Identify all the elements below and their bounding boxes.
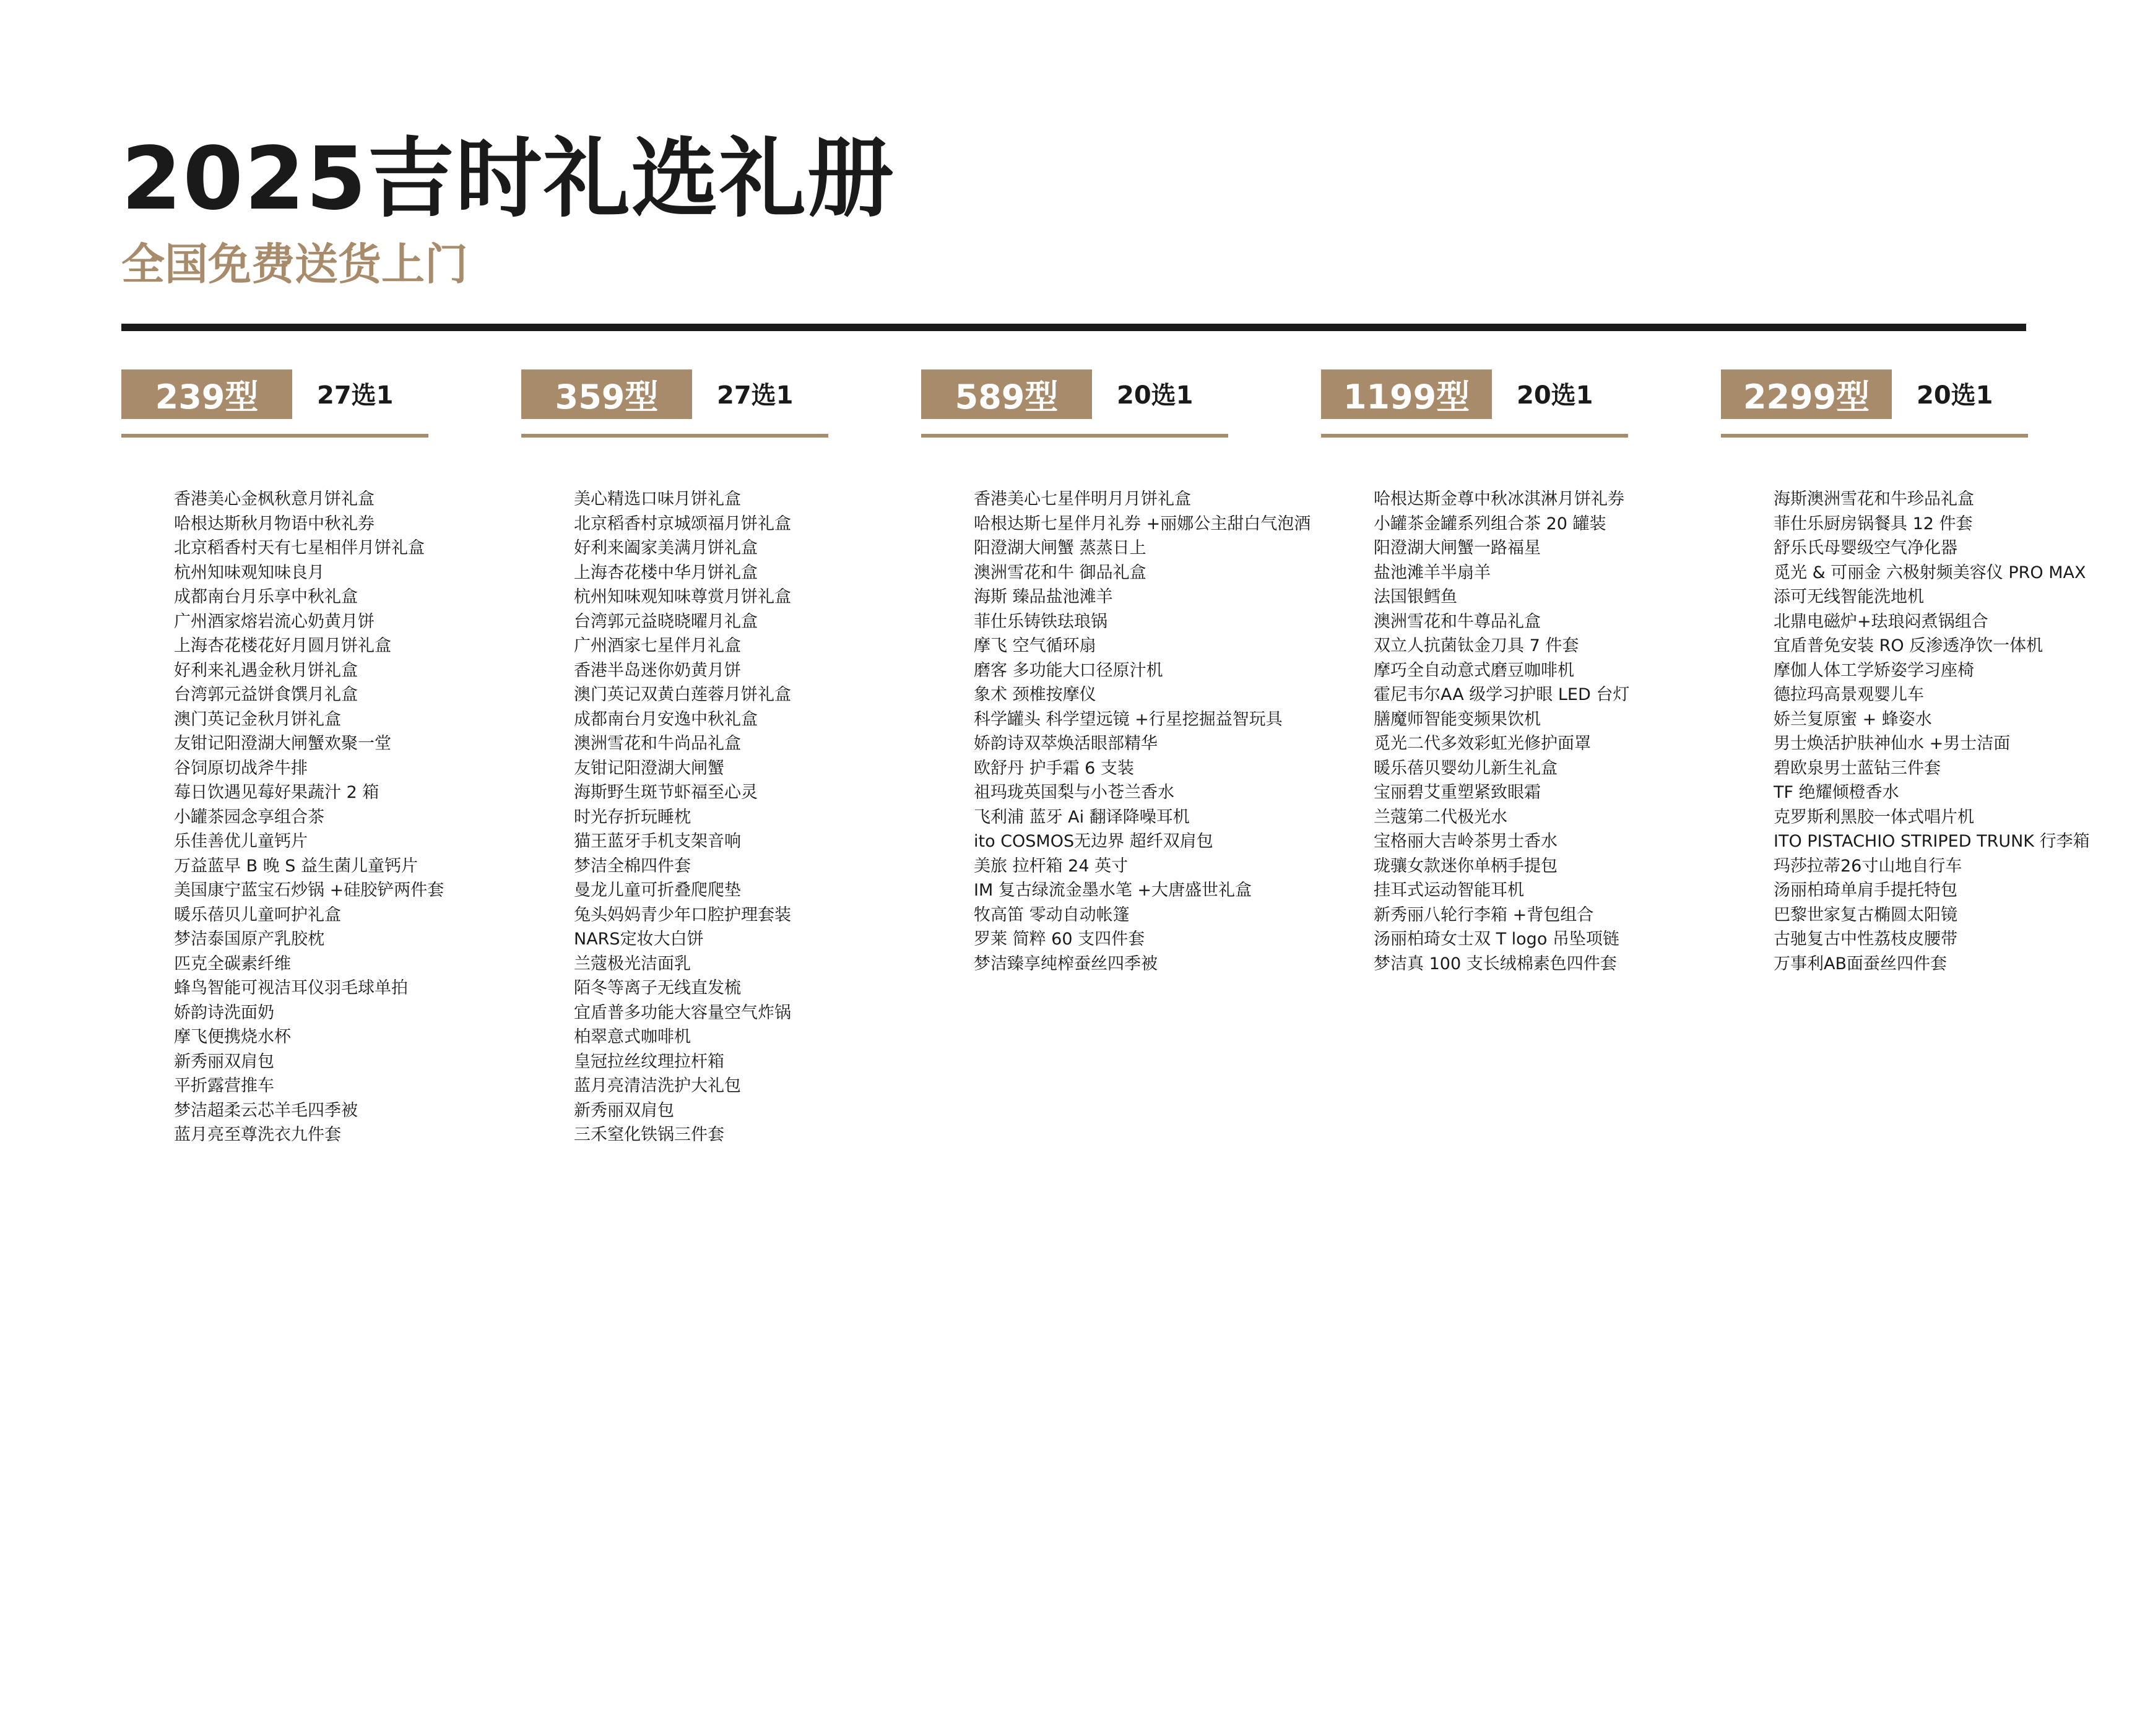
gift-item: 霍尼韦尔AA 级学习护眼 LED 台灯 (1374, 685, 1630, 704)
gift-item: 小罐茶金罐系列组合茶 20 罐装 (1374, 514, 1606, 533)
gift-item: 罗莱 简粹 60 支四件套 (974, 930, 1145, 949)
gift-item: 玛莎拉蒂26寸山地自行车 (1774, 856, 1962, 876)
gift-item: 梦洁真 100 支长绒棉素色四件套 (1374, 954, 1617, 974)
gift-item: 梦洁全棉四件套 (574, 856, 691, 876)
gift-item-list (174, 487, 444, 1147)
gift-item: 好利来阖家美满月饼礼盒 (574, 538, 758, 558)
gift-item: 兔头妈妈青少年口腔护理套装 (574, 905, 791, 925)
gift-item: 阳澄湖大闸蟹一路福星 (1374, 538, 1541, 558)
tier-underline (1321, 434, 1628, 438)
gift-item: 北京稻香村天有七星相伴月饼礼盒 (174, 538, 425, 558)
gift-item: 北京稻香村京城颂福月饼礼盒 (574, 514, 791, 533)
gift-item: 万事利AB面蚕丝四件套 (1774, 954, 1947, 974)
gift-item: 海斯澳洲雪花和牛珍品礼盒 (1774, 490, 1974, 509)
gift-item-list (574, 487, 791, 1147)
gift-item-list (1774, 487, 2090, 976)
gift-item: 觅光二代多效彩虹光修护面罩 (1374, 734, 1591, 753)
gift-item: NARS定妆大白饼 (574, 930, 704, 949)
gift-item: 娇韵诗洗面奶 (174, 1003, 274, 1022)
gift-item: 磨客 多功能大口径原汁机 (974, 660, 1163, 680)
gift-item: 觅光 & 可丽金 六极射频美容仪 PRO MAX (1774, 563, 2086, 582)
gift-item: 友钳记阳澄湖大闸蟹 (574, 758, 724, 778)
gift-item: 德拉玛高景观婴儿车 (1774, 685, 1924, 704)
gift-item: 曼龙儿童可折叠爬爬垫 (574, 881, 741, 900)
gift-item: 万益蓝早 B 晚 S 益生菌儿童钙片 (174, 856, 418, 876)
gift-item: 北鼎电磁炉+珐琅闷煮锅组合 (1774, 611, 1988, 631)
gift-item: 柏翠意式咖啡机 (574, 1027, 691, 1047)
gift-item: 香港半岛迷你奶黄月饼 (574, 660, 741, 680)
gift-item: 乐佳善优儿童钙片 (174, 832, 308, 851)
gift-item: 海斯野生斑节虾福至心灵 (574, 783, 758, 802)
gift-item: 汤丽柏琦女士双 T logo 吊坠项链 (1374, 930, 1619, 949)
gift-item: 舒乐氏母婴级空气净化器 (1774, 538, 1957, 558)
gift-item: TF 绝耀倾橙香水 (1774, 783, 1899, 802)
tier-underline (921, 434, 1228, 438)
gift-item-list (1374, 487, 1629, 976)
gift-item: 娇韵诗双萃焕活眼部精华 (974, 734, 1158, 753)
gift-item: 碧欧泉男士蓝钻三件套 (1774, 758, 1941, 778)
gift-item: 上海杏花楼花好月圆月饼礼盒 (174, 636, 391, 655)
gift-item: 盐池滩羊半扇羊 (1374, 563, 1491, 582)
gift-item: 新秀丽双肩包 (574, 1100, 674, 1120)
gift-item: 香港美心金枫秋意月饼礼盒 (174, 490, 375, 509)
gift-item: 猫王蓝牙手机支架音响 (574, 832, 741, 851)
gift-item: 宝格丽大吉岭茶男士香水 (1374, 832, 1558, 851)
gift-item: 古驰复古中性荔枝皮腰带 (1774, 930, 1957, 949)
tier-choice-count: 20选1 (1917, 381, 1993, 410)
tier-label-badge: 589型 (921, 369, 1092, 419)
gift-item: 摩巧全自动意式磨豆咖啡机 (1374, 660, 1574, 680)
page-title: 2025吉时礼选礼册 (121, 129, 895, 230)
header-divider (121, 324, 2026, 331)
tier-column (1721, 369, 2092, 974)
tier-choice-count: 20选1 (1117, 381, 1194, 410)
gift-item: 科学罐头 科学望远镜 +行星挖掘益智玩具 (974, 709, 1283, 729)
tier-underline (1721, 434, 2028, 438)
gift-item: 皇冠拉丝纹理拉杆箱 (574, 1052, 724, 1071)
gift-item: 蓝月亮至尊洗衣九件套 (174, 1125, 341, 1144)
gift-item: 挂耳式运动智能耳机 (1374, 881, 1524, 900)
gift-item: 广州酒家七星伴月礼盒 (574, 636, 741, 655)
tier-label-badge: 359型 (521, 369, 692, 419)
gift-item: 美国康宁蓝宝石炒锅 +硅胶铲两件套 (174, 881, 444, 900)
gift-item-list (974, 487, 1311, 976)
gift-item: ITO PISTACHIO STRIPED TRUNK 行李箱 (1774, 832, 2090, 851)
gift-item: 杭州知味观知味良月 (174, 563, 324, 582)
tier-header (521, 369, 893, 419)
tier-choice-count: 20选1 (1517, 381, 1593, 410)
tier-header (1721, 369, 2092, 419)
tier-header (121, 369, 493, 419)
gift-item: 上海杏花楼中华月饼礼盒 (574, 563, 758, 582)
gift-item: 香港美心七星伴明月月饼礼盒 (974, 490, 1191, 509)
gift-item: 摩伽人体工学矫姿学习座椅 (1774, 660, 1974, 680)
gift-item: 谷饲原切战斧牛排 (174, 758, 308, 778)
gift-item: 台湾郭元益饼食馔月礼盒 (174, 685, 358, 704)
gift-item: ito COSMOS无边界 超纤双肩包 (974, 832, 1213, 851)
gift-item: 哈根达斯秋月物语中秋礼券 (174, 514, 375, 533)
tier-column (1321, 369, 1692, 974)
gift-item: 克罗斯利黑胶一体式唱片机 (1774, 807, 1974, 827)
gift-item: 陌冬等离子无线直发梳 (574, 978, 741, 998)
gift-item: 阳澄湖大闸蟹 蒸蒸日上 (974, 538, 1146, 558)
gift-item: 美心精选口味月饼礼盒 (574, 490, 741, 509)
gift-item: 宜盾普免安装 RO 反渗透净饮一体机 (1774, 636, 2043, 655)
tier-column (521, 369, 893, 1144)
gift-item: 男士焕活护肤神仙水 +男士洁面 (1774, 734, 2011, 753)
gift-item: 祖玛珑英国梨与小苍兰香水 (974, 783, 1174, 802)
tier-label-badge: 1199型 (1321, 369, 1492, 419)
gift-item: 友钳记阳澄湖大闸蟹欢聚一堂 (174, 734, 391, 753)
gift-item: 匹克全碳素纤维 (174, 954, 291, 974)
gift-item: 平折露营推车 (174, 1076, 274, 1095)
tier-label-badge: 239型 (121, 369, 292, 419)
gift-item: 海斯 臻品盐池滩羊 (974, 587, 1113, 607)
gift-item: 珑骧女款迷你单柄手提包 (1374, 856, 1558, 876)
gift-item: 三禾窒化铁锅三件套 (574, 1125, 724, 1144)
gift-item: 澳洲雪花和牛 御品礼盒 (974, 563, 1146, 582)
gift-item: 摩飞便携烧水杯 (174, 1027, 291, 1047)
gift-item: 哈根达斯七星伴月礼券 +丽娜公主甜白气泡酒 (974, 514, 1311, 533)
tier-header (1321, 369, 1692, 419)
gift-item: 巴黎世家复古椭圆太阳镜 (1774, 905, 1957, 925)
gift-item: 宜盾普多功能大容量空气炸锅 (574, 1003, 791, 1022)
gift-item: 宝丽碧艾重塑紧致眼霜 (1374, 783, 1541, 802)
gift-item: 膳魔师智能变频果饮机 (1374, 709, 1541, 729)
gift-item: 澳洲雪花和牛尚品礼盒 (574, 734, 741, 753)
tier-column (121, 369, 493, 1144)
gift-item: 梦洁泰国原产乳胶枕 (174, 930, 324, 949)
gift-item: 兰蔻第二代极光水 (1374, 807, 1507, 827)
gift-item: 好利来礼遇金秋月饼礼盒 (174, 660, 358, 680)
tier-choice-count: 27选1 (317, 381, 394, 410)
gift-item: 飞利浦 蓝牙 Ai 翻译降噪耳机 (974, 807, 1190, 827)
tier-underline (521, 434, 828, 438)
gift-item: 时光存折玩睡枕 (574, 807, 691, 827)
gift-item: 哈根达斯金尊中秋冰淇淋月饼礼券 (1374, 490, 1624, 509)
gift-item: 菲仕乐铸铁珐琅锅 (974, 611, 1107, 631)
gift-item: 新秀丽双肩包 (174, 1052, 274, 1071)
gift-item: 象术 颈椎按摩仪 (974, 685, 1096, 704)
gift-item: 澳门英记双黄白莲蓉月饼礼盒 (574, 685, 791, 704)
gift-item: 菲仕乐厨房锅餐具 12 件套 (1774, 514, 1973, 533)
gift-item: 新秀丽八轮行李箱 +背包组合 (1374, 905, 1594, 925)
gift-item: 牧高笛 零动自动帐篷 (974, 905, 1130, 925)
gift-item: 娇兰复原蜜 + 蜂姿水 (1774, 709, 1932, 729)
gift-item: 台湾郭元益晓晓曜月礼盒 (574, 611, 758, 631)
gift-item: 双立人抗菌钛金刀具 7 件套 (1374, 636, 1579, 655)
gift-item: 蓝月亮清洁洗护大礼包 (574, 1076, 741, 1095)
gift-item: 蜂鸟智能可视洁耳仪羽毛球单拍 (174, 978, 408, 998)
gift-item: 小罐茶园念享组合茶 (174, 807, 324, 827)
gift-item: 梦洁臻享纯榨蚕丝四季被 (974, 954, 1158, 974)
gift-item: 成都南台月乐享中秋礼盒 (174, 587, 358, 607)
page-subtitle: 全国免费送货上门 (121, 239, 468, 290)
gift-item: 广州酒家熔岩流心奶黄月饼 (174, 611, 375, 631)
gift-item: IM 复古绿流金墨水笔 +大唐盛世礼盒 (974, 881, 1252, 900)
gift-item: 暖乐蓓贝儿童呵护礼盒 (174, 905, 341, 925)
gift-item: 杭州知味观知味尊赏月饼礼盒 (574, 587, 791, 607)
gift-item: 汤丽柏琦单肩手提托特包 (1774, 881, 1957, 900)
gift-item: 澳洲雪花和牛尊品礼盒 (1374, 611, 1541, 631)
gift-item: 法国银鳕鱼 (1374, 587, 1457, 607)
tier-choice-count: 27选1 (717, 381, 794, 410)
gift-item: 莓日饮遇见莓好果蔬汁 2 箱 (174, 783, 379, 802)
gift-item: 添可无线智能洗地机 (1774, 587, 1924, 607)
gift-item: 欧舒丹 护手霜 6 支装 (974, 758, 1134, 778)
tier-label-badge: 2299型 (1721, 369, 1892, 419)
gift-item: 成都南台月安逸中秋礼盒 (574, 709, 758, 729)
gift-item: 美旅 拉杆箱 24 英寸 (974, 856, 1129, 876)
gift-item: 摩飞 空气循环扇 (974, 636, 1096, 655)
gift-item: 梦洁超柔云芯羊毛四季被 (174, 1100, 358, 1120)
gift-item: 暖乐蓓贝婴幼儿新生礼盒 (1374, 758, 1558, 778)
tier-column (921, 369, 1311, 974)
gift-item: 澳门英记金秋月饼礼盒 (174, 709, 341, 729)
gift-item: 兰蔻极光洁面乳 (574, 954, 691, 974)
tier-underline (121, 434, 428, 438)
tier-header (921, 369, 1293, 419)
